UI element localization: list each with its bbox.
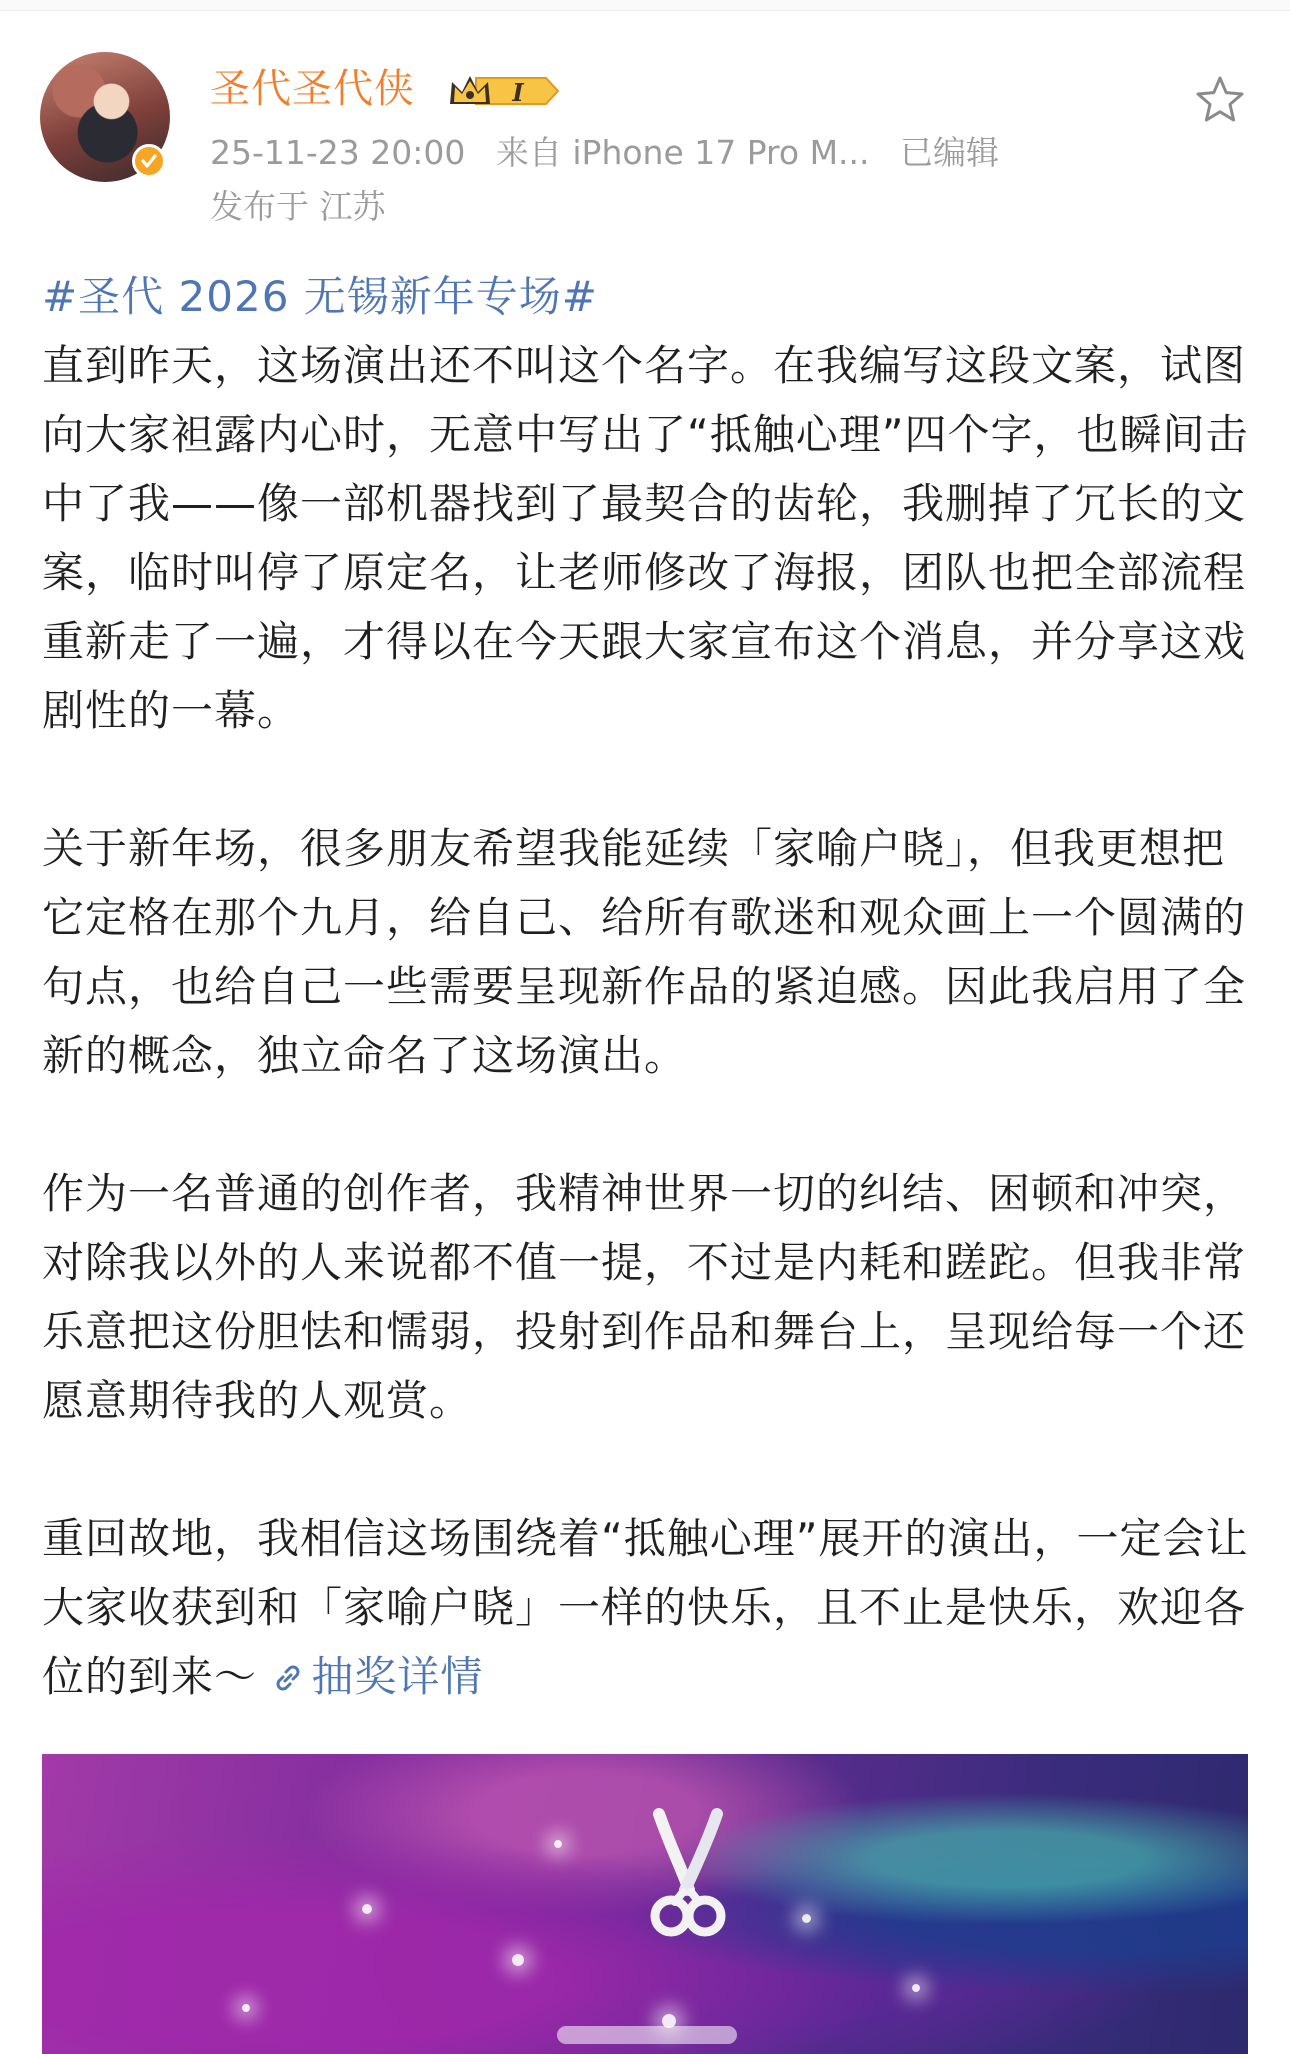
hashtag-link[interactable]: #圣代 2026 无锡新年专场# <box>42 272 598 321</box>
paragraph-4-text: 重回故地，我相信这场围绕着“抵触心理”展开的演出，一定会让大家收获到和「家喻户晓」一样的快乐，且不止是快乐，欢迎各位的到来～ <box>42 1514 1249 1701</box>
star-icon[interactable] <box>1192 72 1248 128</box>
edited-label[interactable]: 已编辑 <box>900 133 1000 172</box>
link-label: 抽奖详情 <box>311 1652 484 1701</box>
paragraph-3: 作为一名普通的创作者，我精神世界一切的纠结、困顿和冲突，对除我以外的人来说都不值一提，不过是内耗和蹉跎。但我非常乐意把这份胆怯和懦弱，投射到作品和舞台上，呈现给每一个还愿意期待我的人观赏。 <box>42 1169 1247 1425</box>
post-location: 发布于 江苏 <box>210 187 386 226</box>
post-timestamp: 25-11-23 20:00 <box>210 133 466 172</box>
poster-sparkle <box>512 1954 524 1966</box>
author-name[interactable]: 圣代圣代侠 <box>210 66 415 112</box>
poster-sparkle <box>912 1984 920 1992</box>
post-body <box>42 262 1252 1711</box>
lottery-details-link[interactable] <box>271 1652 483 1701</box>
paragraph-4 <box>42 1504 1252 1711</box>
scissors-icon <box>637 1808 737 1948</box>
post-source: 来自 iPhone 17 Pro M... <box>495 133 870 172</box>
crown-vip-icon[interactable] <box>446 70 562 112</box>
image-watermark <box>557 2026 737 2044</box>
poster-sparkle <box>362 1904 372 1914</box>
poster-image[interactable] <box>42 1754 1248 2054</box>
poster-sparkle <box>242 2004 250 2012</box>
link-icon <box>271 1661 305 1695</box>
top-divider <box>0 0 1290 11</box>
paragraph-2: 关于新年场，很多朋友希望我能延续「家喻户晓」，但我更想把它定格在那个九月，给自己、给所有歌迷和观众画上一个圆满的句点，也给自己一些需要呈现新作品的紧迫感。因此我启用了全新的概念，独立命名了这场演出。 <box>42 824 1247 1080</box>
poster-sparkle <box>802 1914 811 1923</box>
poster-sparkle <box>554 1840 562 1848</box>
paragraph-1: 直到昨天，这场演出还不叫这个名字。在我编写这段文案，试图向大家袒露内心时，无意中写出了“抵触心理”四个字，也瞬间击中了我——像一部机器找到了最契合的齿轮，我删掉了冗长的文案，临时叫停了原定名，让老师修改了海报，团队也把全部流程重新走了一遍，才得以在今天跟大家宣布这个消息，并分享这戏剧性的一幕。 <box>42 341 1249 735</box>
verified-badge-icon <box>132 144 166 178</box>
vip-level: I <box>512 78 524 107</box>
post-meta <box>210 132 1019 174</box>
